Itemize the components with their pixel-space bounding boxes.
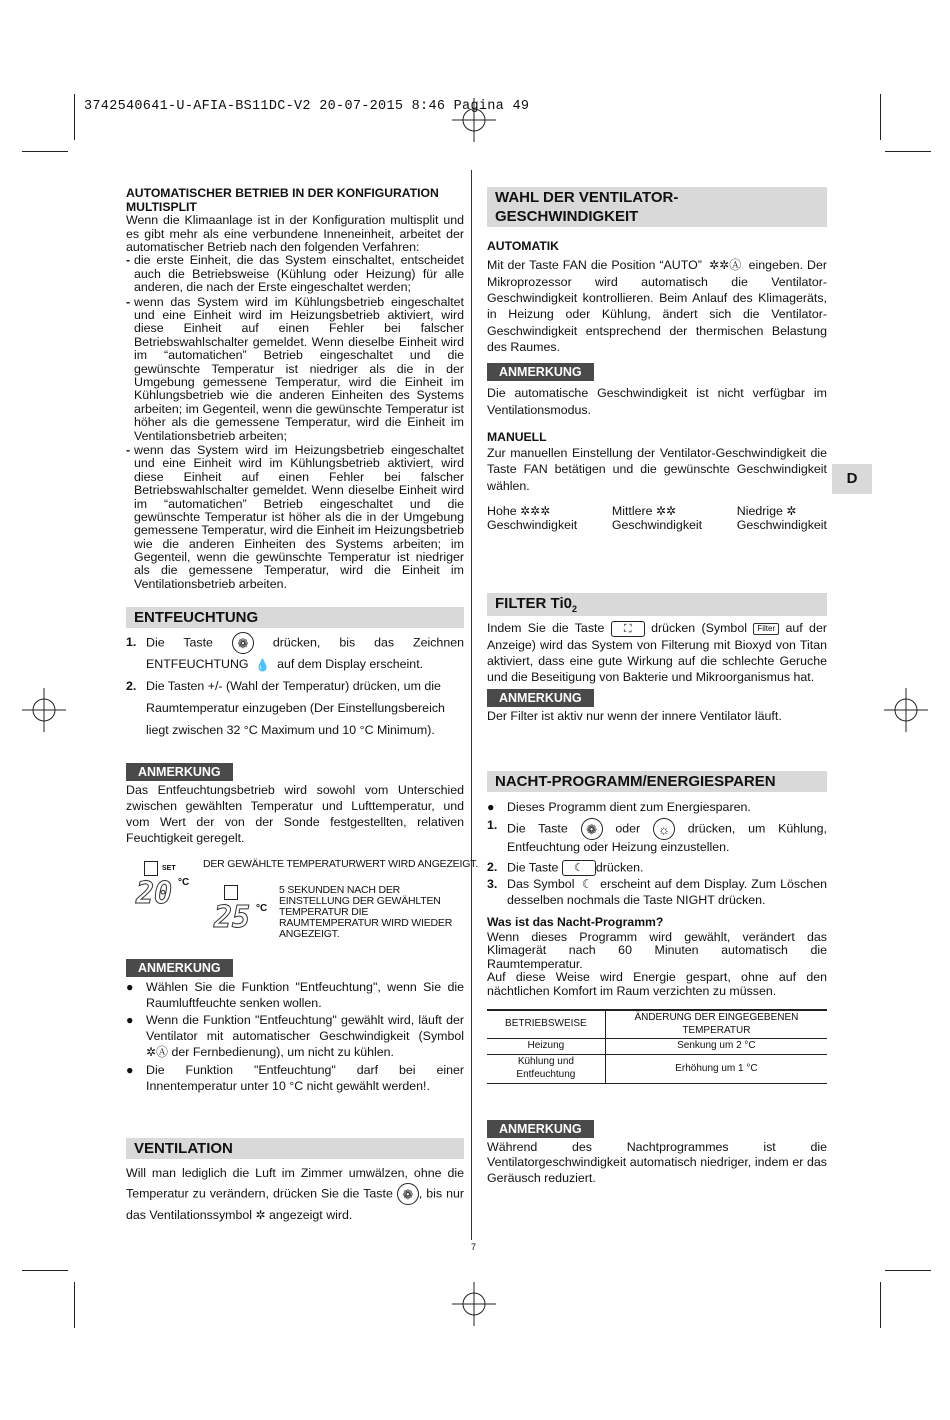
step-list <box>487 800 827 909</box>
speed-high: Hohe ✲✲✲ Geschwindigkeit <box>487 503 578 533</box>
table-header-row <box>487 1010 827 1039</box>
step-1: 1. Die Taste ❁ drücken, bis das Zeichnen ENTFEUCHTUNG 💧 auf dem Display erscheint. <box>126 632 464 676</box>
display-caption: DER GEWÄHLTE TEMPERATURWERT WIRD ANGEZEIGT. <box>203 857 478 870</box>
house-icon <box>224 885 238 900</box>
note-label: ANMERKUNG <box>487 689 594 707</box>
note-block <box>487 687 827 725</box>
note-list <box>126 979 464 1094</box>
unit-label: °C <box>256 902 268 914</box>
registration-mark-icon <box>884 688 928 732</box>
section-title: WAHL DER VENTILATOR-GESCHWINDIGKEIT <box>487 187 827 227</box>
filter-button-icon: ⛶ <box>611 621 645 637</box>
display-caption: 5 SEKUNDEN NACH DER EINSTELLUNG DER GEWÄHLTEN TEMPERATUR DIE RAUMTEMPERATUR WIRD WIEDER ANGEZEIGT. <box>279 883 453 940</box>
paragraph: Während des Nachtprogrammes ist die Ventilatorgeschwindigkeit automatisch niedriger, indem er das Geräusch reduziert. <box>487 1139 827 1185</box>
crop-mark <box>885 1270 931 1271</box>
registration-mark-icon <box>22 688 66 732</box>
list-item: 1. Die Taste ❁ oder ☼ drücken, um Kühlung, Entfeuchtung oder Heizung einzustellen. <box>487 818 828 855</box>
unit-label: °C <box>178 876 190 888</box>
note-block <box>126 957 464 1094</box>
display-illustration <box>126 857 478 943</box>
list-item: ● Wenn die Funktion "Entfeuchtung" gewählt wird, läuft der Ventilator mit automatischer Geschwindigkeit (Symbol ✲Ⓐ der Fernbedienung), um nicht zu kühlen. <box>126 1013 464 1060</box>
section-dehumidify <box>126 607 478 1094</box>
heat-button-icon: ☼ <box>653 818 675 840</box>
set-label: SET <box>162 864 176 872</box>
moon-icon: ☾ <box>578 877 596 892</box>
table-row <box>487 1055 827 1084</box>
subheading: MANUELL <box>487 429 547 444</box>
paragraph: Wenn die Klimaanlage ist in der Konfiguration multisplit und es gibt mehr als eine verbundene Inneneinheit, arbeitet der automatischer Betrieb nach den folgenden Verfahren: <box>126 213 464 255</box>
subheading: AUTOMATIK <box>487 239 559 254</box>
crop-mark <box>22 151 68 152</box>
droplet-icon: 💧 <box>252 657 274 672</box>
note-label: ANMERKUNG <box>487 1120 594 1138</box>
mode-button-icon: ❁ <box>232 632 254 654</box>
mode-button-icon: ❁ <box>581 818 603 840</box>
paragraph: Zur manuellen Einstellung der Ventilator-Geschwindigkeit die Taste FAN betätigen und die gewünschte Geschwindigkeit wählen. <box>487 446 827 493</box>
list-item: ● Die Funktion "Entfeuchtung" darf bei einer Innentemperatur unter 10 °C nicht gewählt werden!. <box>126 1062 464 1093</box>
night-button-icon: ☾ <box>562 860 596 876</box>
section-fan-speed <box>487 187 827 533</box>
set-temperature-readout: 20 <box>136 875 173 911</box>
fan-icon: ✲ <box>255 1208 266 1223</box>
paragraph: Die automatische Geschwindigkeit ist nicht verfügbar im Ventilationsmodus. <box>487 386 827 417</box>
section-ventilation <box>126 1138 464 1226</box>
crop-mark <box>880 1282 881 1328</box>
section-heading: AUTOMATISCHER BETRIEB IN DER KONFIGURATION MULTISPLIT <box>126 186 439 214</box>
crop-mark <box>880 94 881 140</box>
fan-high-icon: ✲✲✲ <box>520 503 551 518</box>
fan-medium-icon: ✲✲ <box>655 503 677 518</box>
table-cell: Heizung <box>487 1039 605 1055</box>
filter-display-icon: Filter <box>753 623 779 635</box>
crop-mark <box>74 94 75 140</box>
step-2: 2. Die Tasten +/- (Wahl der Temperatur) drücken, um die Raumtemperatur einzugeben (Der Einstellungsbereich liegt zwischen 32 °C Maximum und 10 °C Minimum). <box>126 679 445 737</box>
section-title: FILTER $Ti0_2$ <box>487 593 827 617</box>
note-block <box>487 1118 827 1187</box>
paragraph: Der Filter ist aktiv nur wenn der innere Ventilator läuft. <box>487 709 782 724</box>
section-title: VENTILATION <box>126 1138 464 1159</box>
speed-medium: Mittlere ✲✲ Geschwindigkeit <box>611 503 703 533</box>
left-column <box>126 186 478 1226</box>
section-auto-multisplit <box>126 187 464 591</box>
fan-low-icon: ✲ <box>786 503 797 518</box>
note-block <box>487 361 827 417</box>
list-item: - wenn das System wird im Heizungsbetrieb eingeschaltet und eine Einheit wird im Kühlungsbetrieb aktiviert, wird diese Einheit auf einen Fehler bei falscher Betriebswahlschalter gemeldet. Wenn dieselbe Einheit wird im “automatichen” Betrieb eingeschaltet und die gewünschte Temperatur ist höher als die in der Umgebung gemessene Temperatur, wird die Einheit im Heizungsbetrieb wie die anderen Einheiten des Systems arbeiten; im Gegenteil, wenn die gewünschte Temperatur ist niedriger als die gemessene Temperatur, wird die Einheit im Ventilationsbetrieb arbeiten. <box>126 442 464 591</box>
procedure-list <box>126 254 464 591</box>
crop-mark <box>74 1282 75 1328</box>
column-divider <box>471 170 472 1240</box>
note-block <box>126 761 464 847</box>
section-filter <box>487 593 827 725</box>
registration-mark-icon <box>452 1282 496 1326</box>
note-label: ANMERKUNG <box>126 763 233 781</box>
section-title: ENTFEUCHTUNG <box>126 607 464 628</box>
table-cell: Erhöhung um 1 °C <box>605 1055 827 1084</box>
paragraph: Will man lediglich die Luft im Zimmer umwälzen, ohne die Temperatur zu verändern, drücken Sie die Taste ❁ , bis nur das Ventilationssymbol ✲ angezeigt wird. <box>126 1163 464 1226</box>
list-item: ● Wählen Sie die Funktion "Entfeuchtung", wenn Sie die Raumluftfeuchte senken wollen. <box>126 979 464 1010</box>
paragraph: Auf diese Weise wird Energie gespart, ohne auf den nächtlichen Komfort im Raum verzichten zu müssen. <box>487 970 827 999</box>
step-list <box>126 632 464 741</box>
list-item: - wenn das System wird im Kühlungsbetrieb eingeschaltet und eine Einheit wird im Heizungsbetrieb aktiviert, wird diese Einheit auf einen Fehler bei falscher Betriebswahlschalter gemeldet. Wenn dieselbe Einheit wird im “automatichen” Betrieb eingeschaltet und die gewünschte Temperatur ist niedriger als die in der Umgebung gemessene Temperatur, wird die Einheit im Kühlungsbetrieb wie die anderen Einheiten des Systems arbeiten; im Gegenteil, wenn die gewünschte Temperatur ist höher als die gemessene Temperatur, wird die Einheit im Ventilationsbetrieb arbeiten; <box>126 294 464 443</box>
paragraph: Das Entfeuchtungsbetrieb wird sowohl vom Unterschied zwischen gewählten Temperatur und Lufttemperatur, und vom Wert der von der Sonde festgestellten, relativen Feuchtigkeit geregelt. <box>126 783 464 845</box>
paragraph: Indem Sie die Taste ⛶ drücken (Symbol Filter auf der Anzeige) wird das System von Filterung mit Bioxyd von Titan aktiviert, dass eine gute Wirkung auf die schlechte Geruche und die Beseitigung von Bakterie und Mikroorganismus hat. <box>487 621 827 685</box>
table-cell: Senkung um 2 °C <box>605 1039 827 1055</box>
subheading: Was ist das Nacht-Programm? <box>487 914 664 929</box>
right-column <box>487 187 827 1186</box>
language-tab: D <box>832 464 872 494</box>
crop-mark <box>885 151 931 152</box>
crop-mark <box>22 1270 68 1271</box>
list-item: - die erste Einheit, die das System einschaltet, entscheidet auch die Betriebsweise (Kühlung oder Heizung) für alle anderen, die nach der Erste eingeschaltet werden; <box>126 253 464 295</box>
column-header: BETRIEBSWEISE <box>487 1010 605 1039</box>
room-temperature-readout: 25 <box>214 899 251 935</box>
table-row <box>487 1039 827 1055</box>
column-header: ÄNDERUNG DER EINGEGEBENEN TEMPERATUR <box>605 1010 827 1039</box>
section-title: NACHT-PROGRAMM/ENERGIESPAREN <box>487 771 827 792</box>
paragraph: Wenn dieses Programm wird gewählt, verändert das Klimagerät nach 60 Minuten automatisch die Raumtemperatur. <box>487 929 827 971</box>
speed-options <box>487 504 827 533</box>
print-slug: 3742540641-U-AFIA-BS11DC-V2 20-07-2015 8:46 Pagina 49 <box>84 99 530 114</box>
list-item: 2. Die Taste ☾ drücken. <box>487 860 644 875</box>
note-label: ANMERKUNG <box>126 959 233 977</box>
auto-fan-icon: ✲✲Ⓐ <box>705 257 745 272</box>
night-program-table <box>487 1009 827 1084</box>
house-icon <box>144 861 158 876</box>
auto-fan-icon: ✲Ⓐ <box>146 1045 169 1060</box>
list-item: ● Dieses Programm dient zum Energiesparen. <box>487 800 751 815</box>
section-night-program <box>487 771 827 1186</box>
paragraph: Mit der Taste FAN die Position “AUTO” ✲✲Ⓐ eingeben. Der Mikroprozessor wird automatisch die Ventilator-Geschwindigkeit kontrollieren. Beim Anlauf des Klimageräts, in Heizung oder Kühlung, ändert sich die Ventilator-Geschwindigkeit entsprechend der thermischen Belastung des Raumes. <box>487 257 827 355</box>
page-number: 7 <box>471 1242 477 1252</box>
speed-low: Niedrige ✲ Geschwindigkeit <box>736 503 827 533</box>
note-label: ANMERKUNG <box>487 363 594 381</box>
list-item: 3. Das Symbol ☾ erscheint auf dem Display. Zum Löschen desselben nochmals die Taste NIGHT drücken. <box>487 877 827 908</box>
mode-button-icon: ❁ <box>397 1183 419 1205</box>
table-cell: Kühlung und Entfeuchtung <box>487 1055 605 1084</box>
